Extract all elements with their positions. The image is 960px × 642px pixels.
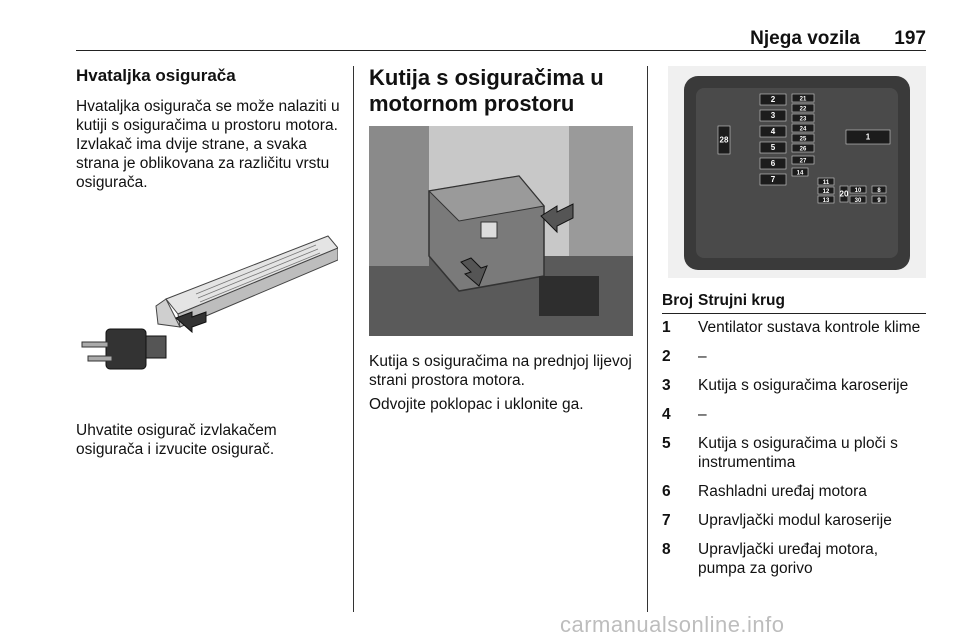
fuse-slot-label: 3	[770, 111, 776, 120]
fuse-number: 6	[662, 483, 671, 500]
fuse-slot-label: 13	[822, 198, 830, 204]
page-number: 197	[894, 28, 926, 49]
fuse-slot-label: 4	[770, 127, 776, 136]
column-header-circuit: Strujni krug	[698, 290, 926, 314]
fuse-number: 7	[662, 512, 671, 529]
fuse-number: 5	[662, 435, 671, 452]
fuse-box-cover-instruction: Odvojite poklopac i uklonite ga.	[369, 396, 584, 413]
fuse-number: 1	[662, 319, 671, 336]
fuse-slot-label: 14	[796, 170, 804, 177]
table-row	[662, 314, 926, 344]
fuse-slot-label: 9	[877, 198, 881, 204]
table-row	[662, 343, 926, 372]
fuse-slot-label: 23	[799, 116, 807, 123]
section-heading-fuse-puller: Hvataljka osigurača	[76, 66, 236, 85]
fuse-slot-label: 30	[854, 198, 862, 204]
engine-compartment-photo	[369, 126, 633, 336]
table-row	[662, 507, 926, 536]
fuse-circuit: Upravljački uređaj motora, pumpa za gorivo	[698, 541, 879, 577]
fuse-puller-intro: Hvataljka osigurača se može nalaziti u kutiji s osiguračima u prostoru motora. Izvlakač ima dvije strane, a svaka strana je oblikovana za različitu vrstu osigurača.	[76, 98, 340, 191]
fuse-table	[662, 290, 926, 584]
fuse-slot-label: 27	[799, 158, 807, 165]
fuse-circuit: Rashladni uređaj motora	[698, 483, 867, 500]
section-heading-engine-fuse-box: Kutija s osiguračima u motornom prostoru	[369, 65, 604, 116]
table-row	[662, 478, 926, 507]
fuse-slot-label: 5	[770, 143, 776, 152]
fuse-slot-label: 25	[799, 136, 807, 143]
watermark: carmanualsonline.info	[560, 612, 785, 637]
column-divider-right	[647, 66, 648, 612]
fuse-circuit: Upravljački modul karoserije	[698, 512, 892, 529]
fuse-slot-label: 24	[799, 126, 807, 133]
fuse-slot-label: 6	[770, 159, 776, 168]
table-row	[662, 430, 926, 478]
page-header-title: Njega vozila	[750, 28, 860, 49]
fuse-slot-label: 26	[799, 146, 807, 153]
fuse-slot-label: 1	[865, 132, 871, 142]
fuse-slot-label: 20	[839, 189, 849, 199]
fuse-slot-label: 7	[770, 175, 776, 184]
fuse-box-diagram	[668, 66, 926, 278]
fuse-number: 8	[662, 541, 671, 558]
fuse-slot-label: 12	[822, 189, 830, 195]
fuse-puller-illustration	[76, 214, 338, 389]
fuse-box-location-text: Kutija s osiguračima na prednjoj lijevoj strani prostora motora.	[369, 353, 632, 389]
fuse-slot-label: 8	[877, 188, 881, 194]
fuse-circuit: –	[698, 348, 707, 365]
fuse-slot-label: 21	[799, 96, 807, 103]
fuse-number: 2	[662, 348, 671, 365]
fuse-slot-label: 2	[770, 95, 776, 104]
header-rule	[76, 50, 926, 51]
fuse-slot-label: 22	[799, 106, 807, 113]
fuse-circuit: Ventilator sustava kontrole klime	[698, 319, 921, 336]
fuse-circuit: Kutija s osiguračima karoserije	[698, 377, 909, 394]
fuse-number: 3	[662, 377, 671, 394]
table-row	[662, 401, 926, 430]
fuse-slot-label: 11	[822, 180, 830, 186]
fuse-slot-label: 28	[719, 135, 729, 145]
table-header-row	[662, 290, 926, 314]
column-divider-left	[353, 66, 354, 612]
table-row	[662, 536, 926, 584]
fuse-slot-label: 10	[854, 188, 862, 194]
column-header-number: Broj	[662, 290, 698, 314]
table-row	[662, 372, 926, 401]
fuse-number: 4	[662, 406, 671, 423]
fuse-circuit: –	[698, 406, 707, 423]
fuse-puller-caption: Uhvatite osigurač izvlakačem osigurača i izvucite osigurač.	[76, 422, 277, 458]
fuse-circuit: Kutija s osiguračima u ploči s instrumentima	[698, 435, 898, 471]
